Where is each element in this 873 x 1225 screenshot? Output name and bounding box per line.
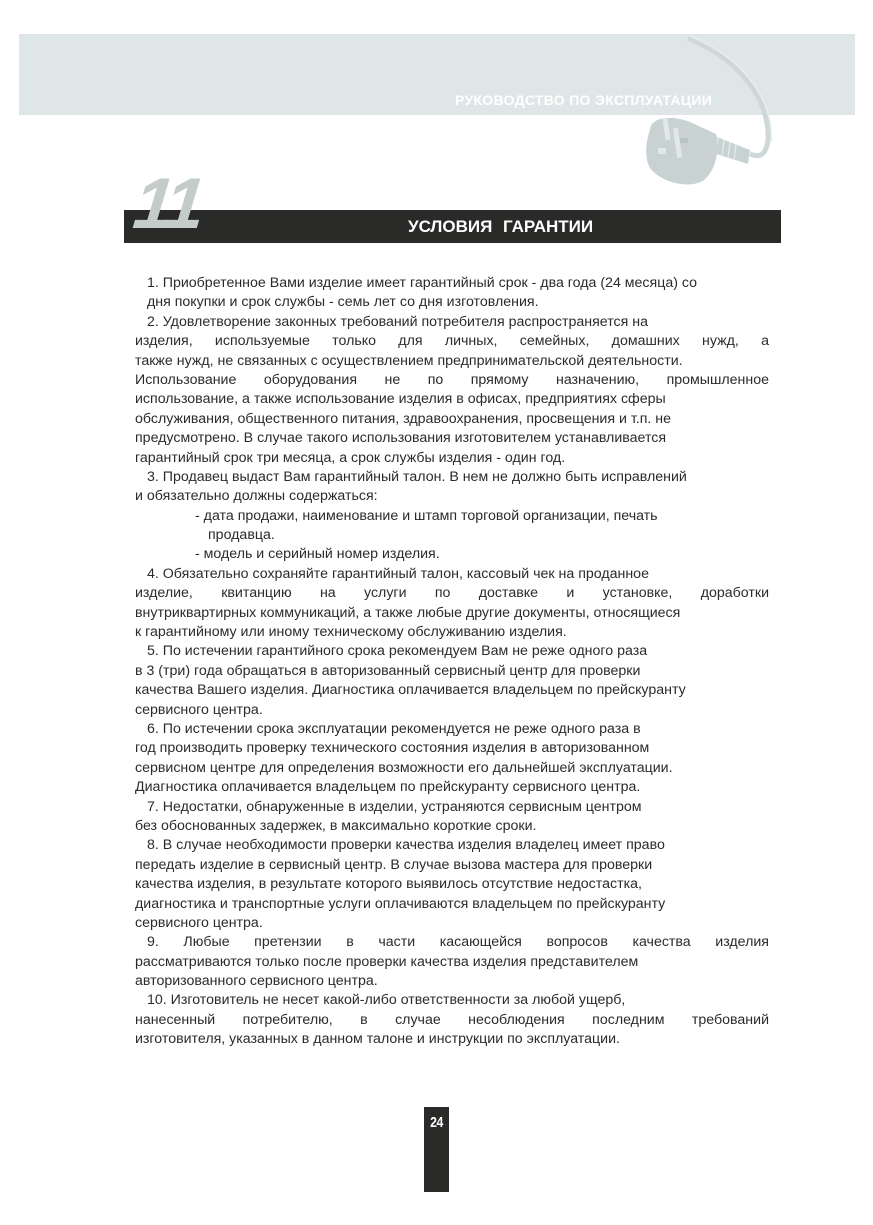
clause-3-line: и обязательно должны содержаться: (135, 488, 378, 505)
clause-2-line: также нужд, не связанных с осуществлением предпринимательской деятельности. (135, 352, 683, 369)
warranty-terms (135, 274, 769, 1050)
clause-1-line: дня покупки и срок службы - семь лет со дня изготовления. (147, 294, 539, 311)
clause-10-line: нанесенный потребителю, в случае несоблюдения последним требований (135, 1011, 769, 1028)
clause-9-line: 9. Любые претензии в части касающейся вопросов качества изделия (147, 934, 769, 951)
clause-3-bullet: продавца. (208, 527, 275, 544)
clause-9-line: авторизованного сервисного центра. (135, 973, 378, 990)
chapter-title: УСЛОВИЯ ГАРАНТИИ (408, 217, 594, 236)
clause-4-line: внутриквартирных коммуникаций, а также любые другие документы, относящиеся (135, 604, 681, 621)
clause-8-line: 8. В случае необходимости проверки качества изделия владелец имеет право (147, 837, 665, 854)
clause-6-line: Диагностика оплачивается владельцем по прейскуранту сервисного центра. (135, 779, 641, 796)
clause-3-bullet: - модель и серийный номер изделия. (195, 546, 440, 563)
clause-9-line: рассматриваются только после проверки качества изделия представителем (135, 953, 639, 970)
manual-title: РУКОВОДСТВО ПО ЭКСПЛУАТАЦИИ (455, 92, 713, 108)
clause-3-bullet: - дата продажи, наименование и штамп торговой организации, печать (195, 507, 658, 524)
clause-8-line: диагностика и транспортные услуги оплачиваются владельцем по прейскуранту (135, 895, 666, 912)
clause-10-line: 10. Изготовитель не несет какой-либо ответственности за любой ущерб, (147, 992, 626, 1009)
clause-10-line: изготовителя, указанных в данном талоне и инструкции по эксплуатации. (135, 1031, 620, 1048)
clause-2-line: обслуживания, общественного питания, здравоохранения, просвещения и т.п. не (135, 410, 672, 427)
clause-4-line: к гарантийному или иному техническому обслуживанию изделия. (135, 624, 567, 641)
chapter-number: 11 (129, 164, 205, 244)
clause-1-line: 1. Приобретенное Вами изделие имеет гарантийный срок - два года (24 месяца) со (147, 275, 698, 291)
clause-6-line: 6. По истечении срока эксплуатации рекомендуется не реже одного раза в (147, 720, 641, 737)
clause-2-line: предусмотрено. В случае такого использования изготовителем устанавливается (135, 430, 667, 447)
clause-4-line: изделие, квитанцию на услуги по доставке и установке, доработки (135, 585, 769, 602)
clause-7-line: 7. Недостатки, обнаруженные в изделии, устраняются сервисным центром (147, 798, 642, 815)
clause-6-line: сервисном центре для определения возможности его дальнейшей эксплуатации. (135, 759, 673, 776)
clause-7-line: без обоснованных задержек, в максимально короткие сроки. (135, 817, 537, 834)
plug-icon (620, 30, 860, 210)
clause-8-line: сервисного центра. (135, 914, 263, 931)
clause-5-line: в 3 (три) года обращаться в авторизованный сервисный центр для проверки (135, 662, 641, 679)
clause-8-line: передать изделие в сервисный центр. В случае вызова мастера для проверки (135, 856, 653, 873)
clause-5-line: сервисного центра. (135, 701, 263, 718)
clause-2-line: гарантийный срок три месяца, а срок службы изделия - один год. (135, 449, 566, 466)
clause-4-line: 4. Обязательно сохраняйте гарантийный талон, кассовый чек на проданное (147, 565, 649, 582)
clause-5-line: 5. По истечении гарантийного срока рекомендуем Вам не реже одного раза (147, 643, 648, 660)
page-number: 24 (430, 1114, 443, 1131)
clause-5-line: качества Вашего изделия. Диагностика оплачивается владельцем по прейскуранту (135, 682, 686, 699)
clause-6-line: год производить проверку технического состояния изделия в авторизованном (135, 740, 650, 757)
clause-8-line: качества изделия, в результате которого выявилось отсутствие недостастка, (135, 876, 642, 893)
clause-2-line: изделия, используемые только для личных, семейных, домашних нужд, а (135, 333, 769, 350)
clause-2-line: Использование оборудования не по прямому назначению, промышленное (135, 371, 769, 388)
clause-2-line: 2. Удовлетворение законных требований потребителя распространяется на (147, 313, 648, 330)
clause-2-line: использование, а также использование изделия в офисах, предприятиях сферы (135, 391, 666, 408)
clause-3-line: 3. Продавец выдаст Вам гарантийный талон. В нем не должно быть исправлений (147, 468, 687, 485)
